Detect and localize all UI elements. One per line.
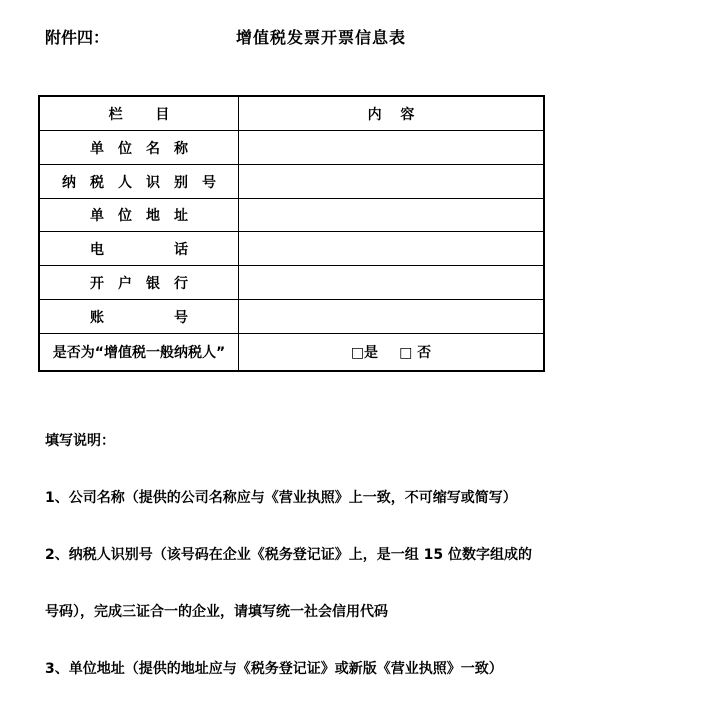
note-line-4: 3、单位地址（提供的地址应与《税务登记证》或新版《营业执照》一致） — [45, 661, 503, 677]
header-column-content: 内 容 — [367, 106, 415, 123]
filling-instructions — [45, 394, 532, 717]
table-row — [40, 130, 543, 164]
table-header-row — [40, 97, 543, 130]
row-label-taxpayer-id: 纳 税 人 识 别 号 — [40, 165, 239, 198]
note-line-2: 2、纳税人识别号（该号码在企业《税务登记证》上，是一组 15 位数字组成的 — [45, 547, 532, 563]
field-unit-address[interactable] — [239, 199, 543, 231]
row-label-phone: 电 话 — [40, 232, 239, 265]
row-label-unit-address: 单 位 地 址 — [40, 199, 239, 231]
field-phone[interactable] — [239, 232, 543, 265]
table-row — [40, 265, 543, 299]
table-row — [40, 299, 543, 333]
row-label-unit-name: 单 位 名 称 — [40, 131, 239, 164]
field-account-number[interactable] — [239, 300, 543, 333]
attachment-label: 附件四： — [45, 28, 110, 47]
field-bank[interactable] — [239, 266, 543, 299]
field-unit-name[interactable] — [239, 131, 543, 164]
header-column-item: 栏 目 — [40, 97, 239, 130]
table-row — [40, 231, 543, 265]
table-row-general-taxpayer — [40, 333, 543, 370]
field-general-taxpayer — [239, 334, 543, 370]
page-title: 增值税发票开票信息表 — [236, 28, 407, 47]
row-label-account-number: 账 号 — [40, 300, 239, 333]
table-row — [40, 164, 543, 198]
field-taxpayer-id[interactable] — [239, 165, 543, 198]
checkbox-no[interactable]: □ 否 — [399, 345, 432, 361]
invoice-info-table — [38, 95, 545, 372]
table-row — [40, 198, 543, 231]
checkbox-yes[interactable]: □是 — [350, 345, 379, 361]
row-label-bank: 开 户 银 行 — [40, 266, 239, 299]
row-label-general-taxpayer: 是否为“增值税一般纳税人” — [40, 334, 239, 370]
notes-heading: 填写说明： — [45, 433, 115, 449]
note-line-3: 号码），完成三证合一的企业，请填写统一社会信用代码 — [45, 604, 388, 620]
note-line-1: 1、公司名称（提供的公司名称应与《营业执照》上一致，不可缩写或简写） — [45, 490, 517, 506]
